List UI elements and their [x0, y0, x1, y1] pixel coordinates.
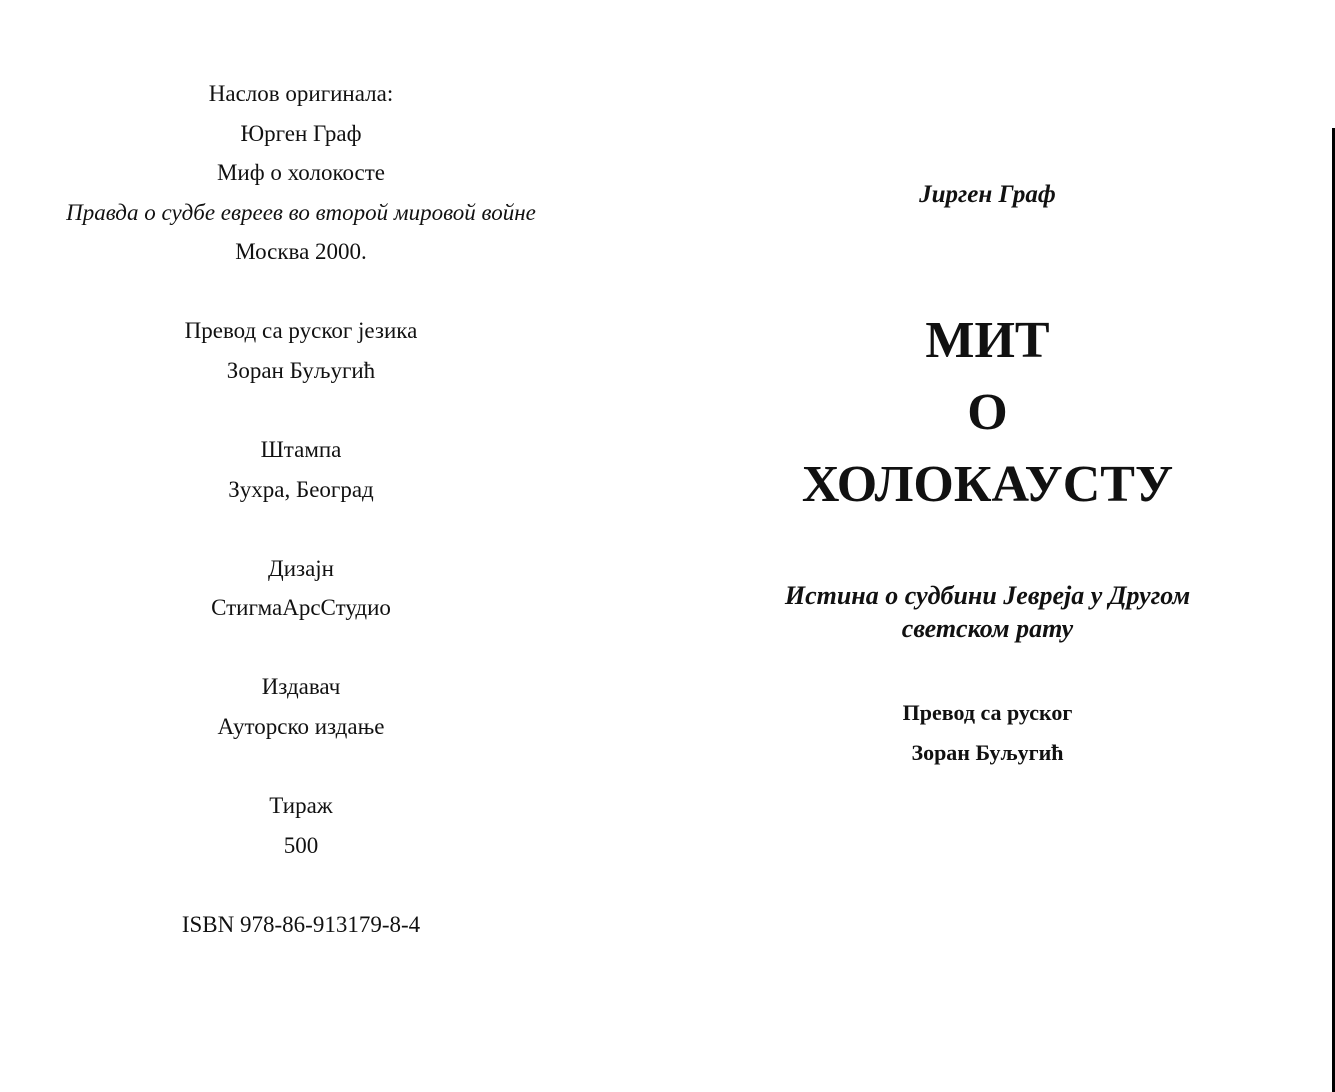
- design-label: Дизајн: [268, 556, 334, 581]
- original-subtitle: Правда о судбе евреев во второй мировой войне: [66, 200, 536, 225]
- isbn: ISBN 978-86-913179-8-4: [181, 912, 421, 937]
- title-translation-label: Превод са руског: [902, 700, 1073, 725]
- original-author: Юрген Граф: [240, 121, 362, 146]
- printer-name: Зухра, Београд: [228, 477, 374, 502]
- original-place-year: Москва 2000.: [235, 239, 367, 264]
- author-name: Јирген Граф: [919, 181, 1056, 208]
- print-run-label: Тираж: [269, 793, 333, 818]
- title-line-1: МИТ: [925, 312, 1050, 369]
- print-run-value: 500: [283, 833, 319, 858]
- right-page-title: [640, 0, 1335, 1092]
- publisher-name: Ауторско издање: [217, 714, 385, 739]
- original-title: Миф о холокосте: [216, 160, 385, 185]
- print-label: Штампа: [260, 437, 342, 462]
- original-title-label: Наслов оригинала:: [208, 81, 394, 106]
- translator-name: Зоран Буљугић: [226, 358, 376, 383]
- title-translator-name: Зоран Буљугић: [911, 740, 1064, 765]
- designer-name: СтигмаАрсСтудио: [211, 595, 391, 620]
- publisher-label: Издавач: [261, 674, 341, 699]
- title-line-2: О: [967, 384, 1008, 441]
- translation-label: Превод са руског језика: [184, 318, 418, 343]
- subtitle-line-1: Истина о судбини Јевреја у Другом: [784, 581, 1191, 610]
- title-line-3: ХОЛОКАУСТУ: [801, 456, 1174, 513]
- subtitle-line-2: светском рату: [901, 614, 1074, 643]
- left-page-imprint: [0, 0, 602, 1092]
